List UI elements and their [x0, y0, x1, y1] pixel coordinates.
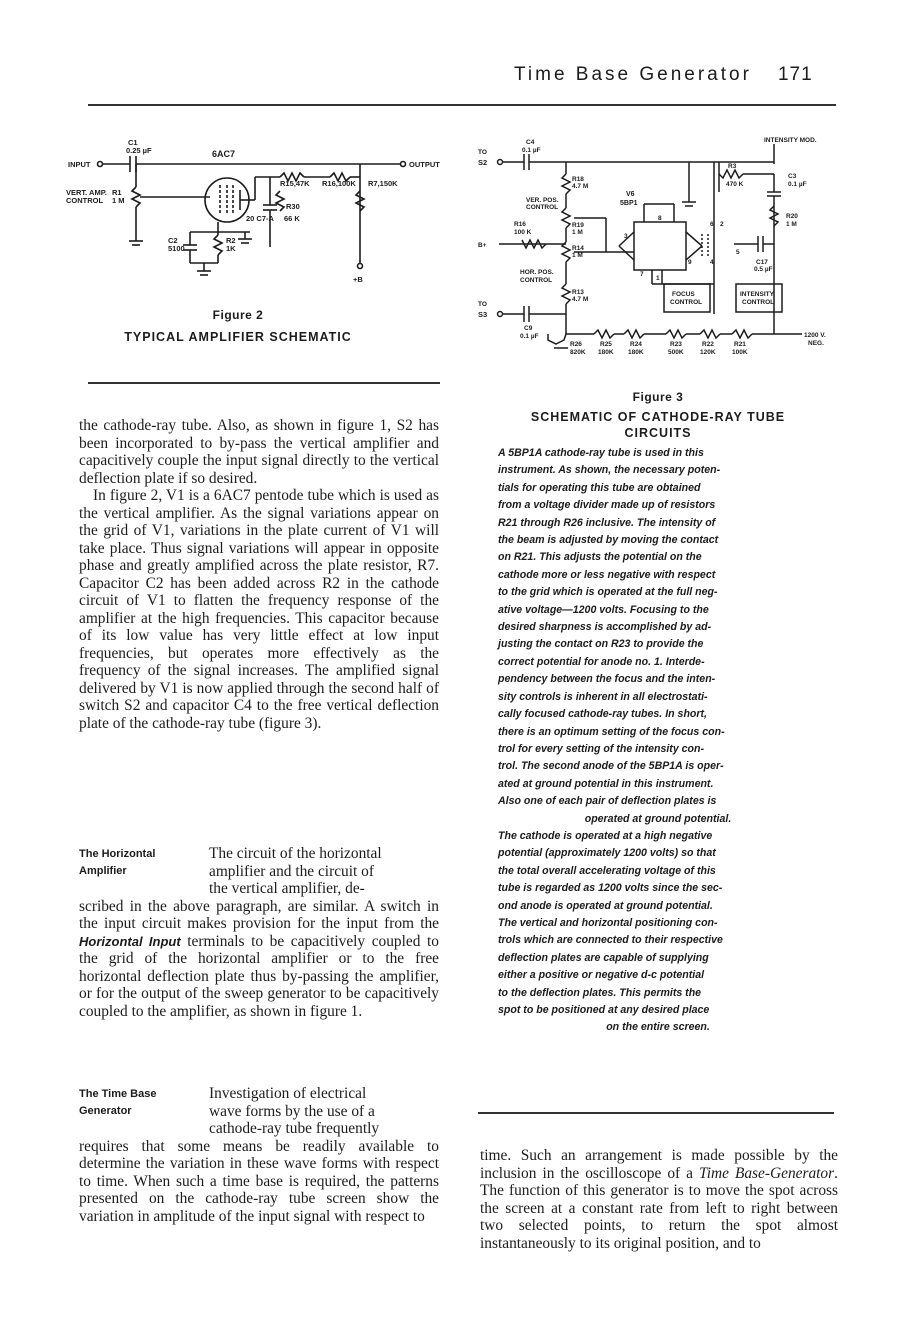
fig3-label-r14: R14 — [572, 245, 584, 252]
figure3-caption-b-line: tube is regarded as 1200 volts since the sec- — [498, 882, 723, 895]
right-text-b: . The function of this generator is to move the spot across the screen at a constant rate from left to right between two selected points, to return the spot almost instantaneously to its original position, and to — [480, 1164, 838, 1252]
fig3-pin-8: 8 — [658, 215, 662, 222]
fig3-label-to-s3: TO — [478, 301, 487, 308]
paragraph-2: In figure 2, V1 is a 6AC7 pentode tube which is used as the vertical amplifier. As the signal variations appear on the grid of V1, variations in the plate current of V1 will take place. Thus signal variations will appear in opposite phase and greatly amplified across the plate resistor, R7. Capacitor C2 has been added across R2 in the cathode circuit of V1 to flatten the frequency response of the amplifier at the high frequencies. This capacitor because of its low value has very little effect at low input frequencies, but operates more effectively as the frequency of the signal increases. The amplified signal delivered by V1 is now applied through the second half of switch S2 and capacitor C4 to the free vertical deflection plate of the cathode-ray tube (figure 3). — [79, 487, 439, 732]
section-time-base-generator — [79, 1085, 439, 1225]
figure3-caption-b-line: trols which are connected to their respective — [498, 934, 723, 947]
fig3-label-hor-pos: HOR. POS. — [520, 269, 554, 276]
fig3-label-neg: NEG. — [808, 340, 824, 347]
fig3-label-r20-value: 1 M — [786, 221, 797, 228]
fig3-pin-6: 6 — [710, 221, 714, 228]
figure3-caption-b-line: either a positive or negative d-c potential — [498, 969, 705, 982]
fig2-label-c2: C2 — [168, 236, 178, 245]
horizontal-body-b: terminals to be capacitively coupled to the grid of the horizontal amplifier or to the free horizontal deflection plate thus by-passing the amplifier, or for the output of the sweep generator to be capacitively coupled to the amplifier, as shown in figure 1. — [79, 932, 439, 1020]
fig2-label-tube: 6AC7 — [212, 149, 236, 159]
fig2-label-r7: R7,150K — [368, 179, 398, 188]
fig2-label-vert-amp: VERT. AMP. — [66, 188, 107, 197]
section-horizontal-amplifier — [79, 845, 439, 1020]
fig3-label-intensity-mod: INTENSITY MOD. — [764, 137, 817, 144]
right-column-text — [480, 1147, 838, 1252]
figure3-caption-line: from a voltage divider made up of resistors — [498, 499, 716, 512]
fig2-label-r16: R16,100K — [322, 179, 356, 188]
section-heading-horizontal-line1: The Horizontal — [79, 848, 156, 860]
figure3-caption-b-line: The vertical and horizontal positioning con- — [498, 916, 718, 929]
section-heading-time-base-line1: The Time Base — [79, 1088, 157, 1100]
header-rule — [88, 104, 836, 106]
time-base-intro-line1: Investigation of electrical — [209, 1085, 367, 1102]
horizontal-body — [79, 898, 439, 1021]
time-base-body: requires that some means be readily available to determine the variation in these wave forms with respect to time. When such a time base is required, the patterns presented on the cathode-ray tube screen show the variation in amplitude of the input signal with respect to — [79, 1137, 439, 1225]
fig3-pin-3: 3 — [624, 233, 628, 240]
figure3-caption-line: justing the contact on R23 to provide the — [498, 638, 704, 651]
fig2-label-c1-value: 0.25 µF — [126, 146, 152, 155]
fig2-label-output: OUTPUT — [409, 160, 440, 169]
fig2-label-plus-b: +B — [353, 275, 363, 284]
section-heading-horizontal — [79, 845, 209, 898]
fig3-pin-4: 4 — [710, 259, 714, 266]
figure3-caption-line: tials for operating this tube are obtained — [498, 481, 701, 494]
fig2-label-r1-value: 1 M — [112, 196, 125, 205]
figure3-caption-b-line: potential (approximately 1200 volts) so that — [498, 847, 716, 860]
time-base-intro-line3: cathode-ray tube frequently — [209, 1120, 380, 1137]
fig3-label-hor-control: CONTROL — [520, 277, 553, 284]
time-base-generator-term: Time Base-Generator — [699, 1164, 835, 1182]
fig3-label-to-s2: TO — [478, 149, 487, 156]
fig2-label-r2-value: 1K — [226, 244, 236, 253]
figure3-caption-line: cathode more or less negative with respect — [498, 568, 716, 581]
figure3-schematic — [474, 134, 854, 364]
fig3-label-c4-value: 0.1 µF — [522, 147, 541, 154]
fig3-label-intensity-control-sub: CONTROL — [742, 299, 775, 306]
fig3-label-r26-value: 820K — [570, 349, 586, 356]
fig3-label-r3: R3 — [728, 163, 737, 170]
right-column-paragraph — [480, 1147, 838, 1252]
fig2-label-r30: R30 — [286, 202, 300, 211]
fig2-label-r15: R15,47K — [280, 179, 310, 188]
figure3-title — [480, 409, 836, 441]
figure3-caption-line: desired sharpness is accomplished by ad- — [498, 621, 712, 634]
fig2-label-input: INPUT — [68, 160, 91, 169]
fig3-label-r16: R16 — [514, 221, 526, 228]
fig3-pin-2: 2 — [720, 221, 724, 228]
fig3-label-c3-value: 0.1 µF — [788, 181, 807, 188]
paragraph-1: the cathode-ray tube. Also, as shown in figure 1, S2 has been incorporated to by-pass the vertical amplifier and capacitively couple the input signal directly to the vertical deflection plate if so desired. — [79, 417, 439, 487]
figure3-caption-line: ative voltage—1200 volts. Focusing to the — [498, 603, 709, 616]
figure3-caption-line: Also one of each pair of deflection plates is — [498, 795, 717, 808]
fig3-label-r23: R23 — [670, 341, 682, 348]
figure3-caption-line: the beam is adjusted by moving the contact — [498, 534, 719, 547]
figure3-caption-b-line: the total overall accelerating voltage of this — [498, 864, 716, 877]
fig3-label-neg-v: 1200 V. — [804, 332, 826, 339]
fig3-label-r13-value: 4.7 M — [572, 296, 589, 303]
figure2-schematic — [66, 135, 470, 295]
section-heading-time-base-line2: Generator — [79, 1105, 132, 1117]
page-number: 171 — [777, 64, 813, 85]
horizontal-intro-line2: amplifier and the circuit of — [209, 862, 374, 880]
horizontal-intro-line1: The circuit of the horizontal — [209, 845, 382, 862]
fig2-label-c2-value: 5100 — [168, 244, 185, 253]
fig3-label-focus-control: FOCUS — [672, 291, 695, 298]
fig3-label-r16-value: 100 K — [514, 229, 532, 236]
fig3-label-r25: R25 — [600, 341, 612, 348]
figure3-caption-b-line: to the deflection plates. This permits the — [498, 986, 702, 999]
figure3-title-line1: SCHEMATIC OF CATHODE-RAY TUBE — [530, 410, 786, 424]
figure3-caption-line: R21 through R26 inclusive. The intensity of — [498, 516, 716, 529]
figure3-caption-b-line: ond anode is operated at ground potential. — [498, 899, 713, 912]
fig3-pin-1: 1 — [656, 275, 660, 282]
figure3-number: Figure 3 — [632, 390, 684, 404]
figure3-caption-line: cally focused cathode-ray tubes. In short, — [498, 708, 707, 721]
figure3-caption-line: pendency between the focus and the inten- — [498, 673, 716, 686]
fig3-label-r13: R13 — [572, 289, 584, 296]
fig3-label-r18: R18 — [572, 176, 584, 183]
figure3-caption-line: on R21. This adjusts the potential on the — [498, 551, 702, 564]
section-intro-horizontal — [209, 845, 439, 898]
left-figure-rule — [88, 382, 440, 384]
fig2-label-r2: R2 — [226, 236, 236, 245]
fig3-label-bplus: B+ — [478, 242, 487, 249]
right-text-a: time. Such an arrangement is made possible by the inclusion in the oscilloscope of a — [480, 1147, 838, 1182]
figure3-caption-part1 — [498, 445, 818, 811]
fig3-label-r21-value: 100K — [732, 349, 748, 356]
time-base-intro-line2: wave forms by the use of a — [209, 1102, 375, 1120]
fig3-label-r24: R24 — [630, 341, 642, 348]
fig3-label-s3: S3 — [478, 310, 488, 319]
fig3-label-c17: C17 — [756, 259, 768, 266]
section-heading-time-base — [79, 1085, 209, 1138]
figure3-caption-line: trol for every setting of the intensity con- — [498, 742, 705, 755]
horizontal-body-a: scribed in the above paragraph, are similar. A switch in the input circuit makes provision for the input from the — [79, 897, 439, 932]
horizontal-input-term: Horizontal Input — [79, 933, 181, 949]
right-caption-rule — [478, 1112, 834, 1114]
figure3-caption-center1: operated at ground potential. — [584, 812, 732, 825]
left-column-text — [79, 417, 439, 732]
fig3-label-r18-value: 4.7 M — [572, 183, 589, 190]
figure3-caption-b-line: deflection plates are capable of supplying — [498, 951, 709, 964]
fig3-label-c17-value: 0.5 µF — [754, 266, 773, 273]
fig3-pin-5: 5 — [736, 249, 740, 256]
fig3-label-r14-value: 1 M — [572, 252, 583, 259]
fig3-label-s2: S2 — [478, 158, 488, 167]
section-intro-time-base — [209, 1085, 439, 1138]
fig3-label-r22: R22 — [702, 341, 714, 348]
fig3-label-v6: V6 — [626, 191, 635, 198]
fig3-label-ver-pos: VER. POS. — [526, 197, 559, 204]
fig3-label-intensity-control: INTENSITY — [740, 291, 774, 298]
figure3-caption-line: trol. The second anode of the 5BP1A is oper- — [498, 760, 724, 773]
fig3-label-c3: C3 — [788, 173, 797, 180]
figure3-title-line2: CIRCUITS — [624, 426, 692, 440]
fig3-label-c9: C9 — [524, 325, 533, 332]
figure3-caption-line: there is an optimum setting of the focus con- — [498, 725, 725, 738]
fig2-label-c1: C1 — [128, 138, 138, 147]
fig3-label-r24-value: 180K — [628, 349, 644, 356]
figure3-caption — [498, 445, 818, 1037]
figure3-caption-part2 — [498, 828, 818, 1019]
figure3-caption-line: A 5BP1A cathode-ray tube is used in this — [498, 447, 704, 459]
fig3-label-c9-value: 0.1 µF — [520, 333, 539, 340]
fig3-label-ver-control: CONTROL — [526, 204, 559, 211]
fig2-label-r30-value: 66 K — [284, 214, 300, 223]
fig2-label-r1: R1 — [112, 188, 122, 197]
fig3-label-r23-value: 500K — [668, 349, 684, 356]
fig2-label-control: CONTROL — [66, 196, 104, 205]
fig3-label-r3-value: 470 K — [726, 181, 744, 188]
running-title: Time Base Generator — [514, 64, 752, 85]
horizontal-intro-line3: the vertical amplifier, de- — [209, 880, 365, 897]
figure3-caption-line: instrument. As shown, the necessary poten- — [498, 464, 721, 477]
fig3-pin-9: 9 — [688, 259, 692, 266]
running-header — [514, 64, 813, 86]
figure3-caption-b-line: spot to be positioned at any desired place — [498, 1004, 710, 1016]
fig3-label-c4: C4 — [526, 139, 535, 146]
fig3-label-r19: R19 — [572, 222, 584, 229]
figure3-caption-line: to the grid which is operated at the full neg- — [498, 586, 718, 599]
figure3-caption-line: sity controls is inherent in all electrostati- — [498, 690, 708, 703]
figure3-caption-line: correct potential for anode no. 1. Interde- — [498, 655, 705, 668]
fig3-label-v6-type: 5BP1 — [620, 200, 638, 207]
fig3-pin-7: 7 — [640, 271, 644, 278]
fig3-label-r21: R21 — [734, 341, 746, 348]
fig3-label-r19-value: 1 M — [572, 229, 583, 236]
fig2-label-c7: 20 C7-A — [246, 214, 274, 223]
figure2-title: TYPICAL AMPLIFIER SCHEMATIC — [124, 330, 352, 344]
fig3-label-focus-control-sub: CONTROL — [670, 299, 703, 306]
figure3-caption-line: ated at ground potential in this instrument. — [498, 777, 714, 790]
figure3-caption-b-line: The cathode is operated at a high negative — [498, 829, 713, 842]
fig3-label-r26: R26 — [570, 341, 582, 348]
fig3-label-r22-value: 120K — [700, 349, 716, 356]
figure2-number: Figure 2 — [212, 308, 264, 322]
section-heading-horizontal-line2: Amplifier — [79, 865, 127, 877]
fig3-label-r25-value: 180K — [598, 349, 614, 356]
figure3-caption-center2: on the entire screen. — [606, 1021, 710, 1034]
fig3-label-r20: R20 — [786, 213, 798, 220]
